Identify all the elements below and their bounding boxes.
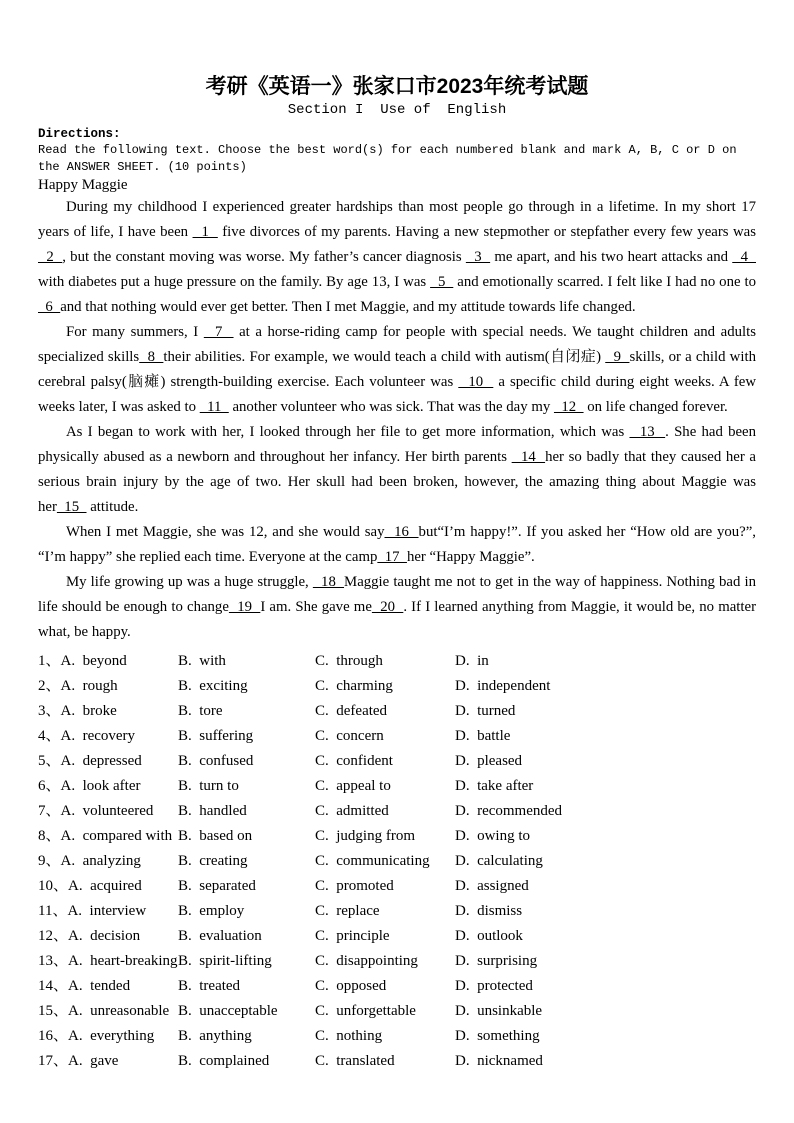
option-7-c: C. admitted — [315, 803, 389, 819]
blank-13: 13 — [629, 424, 666, 440]
blank-12: 12 — [553, 399, 584, 415]
option-row-13 — [38, 949, 756, 974]
option-3-a: 3、A. broke — [38, 703, 117, 719]
blank-14: 14 — [511, 449, 546, 465]
option-row-14 — [38, 974, 756, 999]
option-4-b: B. suffering — [178, 728, 254, 744]
option-9-b: B. creating — [178, 853, 248, 869]
passage-paragraphs — [38, 195, 756, 645]
passage-paragraph: During my childhood I experienced greater hardships than most people go through in a lifetime. In my short 17 years of life, I have been 1 five divorces of my parents. Having a new stepmother or stepfather every few years was 2 , but the constant moving was worse. My father’s cancer diagnosis 3 me apart, and his two heart attacks and 4 with diabetes put a huge pressure on the family. By age 13, I was 5 and emotionally scarred. I felt like I had no one to 6 and that nothing would ever get better. Then I met Maggie, and my attitude towards life changed. — [38, 199, 756, 315]
blank-18: 18 — [312, 574, 345, 590]
blank-19: 19 — [228, 599, 261, 615]
option-row-7 — [38, 799, 756, 824]
option-8-d: D. owing to — [455, 828, 530, 844]
option-row-17 — [38, 1049, 756, 1074]
option-15-d: D. unsinkable — [455, 1003, 543, 1019]
option-row-6 — [38, 774, 756, 799]
option-row-9 — [38, 849, 756, 874]
option-row-15 — [38, 999, 756, 1024]
blank-3: 3 — [465, 249, 491, 265]
blank-1: 1 — [192, 224, 218, 240]
directions-text: Read the following text. Choose the best word(s) for each numbered blank and mark A, B, C or D on the ANSWER SHEET. (10 points) — [38, 143, 737, 174]
option-8-a: 8、A. compared with — [38, 828, 173, 844]
option-11-c: C. replace — [315, 903, 380, 919]
option-8-b: B. based on — [178, 828, 253, 844]
option-4-d: D. battle — [455, 728, 511, 744]
option-6-c: C. appeal to — [315, 778, 391, 794]
option-2-c: C. charming — [315, 678, 393, 694]
option-7-b: B. handled — [178, 803, 247, 819]
option-17-a: 17、A. gave — [38, 1053, 119, 1069]
option-17-b: B. complained — [178, 1053, 270, 1069]
blank-10: 10 — [458, 374, 494, 390]
blank-16: 16 — [384, 524, 419, 540]
option-16-c: C. nothing — [315, 1028, 383, 1044]
option-2-d: D. independent — [455, 678, 551, 694]
option-row-4 — [38, 724, 756, 749]
option-16-a: 16、A. everything — [38, 1028, 155, 1044]
option-13-d: D. surprising — [455, 953, 538, 969]
option-5-d: D. pleased — [455, 753, 523, 769]
blank-4: 4 — [732, 249, 756, 265]
passage-title: Happy Maggie — [38, 177, 128, 193]
option-6-d: D. take after — [455, 778, 534, 794]
option-10-c: C. promoted — [315, 878, 394, 894]
option-16-b: B. anything — [178, 1028, 252, 1044]
option-4-a: 4、A. recovery — [38, 728, 136, 744]
directions-label: Directions: — [38, 127, 121, 141]
option-row-11 — [38, 899, 756, 924]
option-11-d: D. dismiss — [455, 903, 523, 919]
blank-2: 2 — [38, 249, 63, 265]
blank-6: 6 — [38, 299, 61, 315]
option-15-c: C. unforgettable — [315, 1003, 416, 1019]
option-7-a: 7、A. volunteered — [38, 803, 154, 819]
option-10-b: B. separated — [178, 878, 256, 894]
option-2-b: B. exciting — [178, 678, 248, 694]
option-14-a: 14、A. tended — [38, 978, 131, 994]
option-row-5 — [38, 749, 756, 774]
option-12-c: C. principle — [315, 928, 390, 944]
option-15-a: 15、A. unreasonable — [38, 1003, 170, 1019]
option-row-1 — [38, 649, 756, 674]
option-4-c: C. concern — [315, 728, 384, 744]
option-8-c: C. judging from — [315, 828, 415, 844]
option-6-b: B. turn to — [178, 778, 239, 794]
option-14-d: D. protected — [455, 978, 533, 994]
option-1-b: B. with — [178, 653, 226, 669]
option-12-a: 12、A. decision — [38, 928, 141, 944]
option-11-b: B. employ — [178, 903, 245, 919]
option-17-d: D. nicknamed — [455, 1053, 543, 1069]
option-3-b: B. tore — [178, 703, 223, 719]
blank-17: 17 — [377, 549, 407, 565]
option-5-c: C. confident — [315, 753, 393, 769]
blank-15: 15 — [56, 499, 87, 515]
option-row-2 — [38, 674, 756, 699]
option-row-12 — [38, 924, 756, 949]
blank-7: 7 — [203, 324, 234, 340]
blank-11: 11 — [199, 399, 229, 415]
option-14-c: C. opposed — [315, 978, 387, 994]
blank-8: 8 — [139, 349, 164, 365]
option-13-a: 13、A. heart-breaking — [38, 953, 178, 969]
option-17-c: C. translated — [315, 1053, 395, 1069]
option-6-a: 6、A. look after — [38, 778, 141, 794]
option-row-8 — [38, 824, 756, 849]
option-9-d: D. calculating — [455, 853, 543, 869]
option-5-b: B. confused — [178, 753, 254, 769]
option-12-d: D. outlook — [455, 928, 523, 944]
option-10-a: 10、A. acquired — [38, 878, 142, 894]
blank-20: 20 — [371, 599, 404, 615]
option-15-b: B. unacceptable — [178, 1003, 278, 1019]
blank-9: 9 — [605, 349, 630, 365]
blank-5: 5 — [430, 274, 454, 290]
page-title: 考研《英语一》张家口市2023年统考试题 — [205, 75, 589, 98]
option-14-b: B. treated — [178, 978, 241, 994]
option-13-c: C. disappointing — [315, 953, 418, 969]
option-1-d: D. in — [455, 653, 489, 669]
option-1-a: 1、A. beyond — [38, 653, 127, 669]
option-row-3 — [38, 699, 756, 724]
option-13-b: B. spirit-lifting — [178, 953, 272, 969]
option-9-c: C. communicating — [315, 853, 430, 869]
option-row-10 — [38, 874, 756, 899]
option-3-c: C. defeated — [315, 703, 388, 719]
option-2-a: 2、A. rough — [38, 678, 118, 694]
option-9-a: 9、A. analyzing — [38, 853, 141, 869]
option-1-c: C. through — [315, 653, 383, 669]
section-heading: Section I Use of English — [287, 102, 507, 118]
option-row-16 — [38, 1024, 756, 1049]
option-10-d: D. assigned — [455, 878, 529, 894]
option-7-d: D. recommended — [455, 803, 563, 819]
option-12-b: B. evaluation — [178, 928, 262, 944]
options-list — [38, 649, 756, 1074]
passage-paragraph: My life growing up was a huge struggle, 18 Maggie taught me not to get in the way of happiness. Nothing bad in life should be enough to change 19 I am. She gave me 20 . If I learned anything from Maggie, it would be, no matter what, be happy. — [38, 574, 757, 640]
passage-paragraph: For many summers, I 7 at a horse-riding camp for people with special needs. We taught children and adults specialized skills 8 their abilities. For example, we would teach a child with autism(自闭症) 9 skills, or a child with cerebral palsy(脑瘫) strength-building exercise. Each volunteer was 10 a specific child during eight weeks. A few weeks later, I was asked to 11 another volunteer who was sick. That was the day my 12 on life changed forever. — [38, 324, 757, 415]
option-3-d: D. turned — [455, 703, 516, 719]
option-16-d: D. something — [455, 1028, 540, 1044]
passage-paragraph: When I met Maggie, she was 12, and she would say 16 but“I’m happy!”. If you asked her “How old are you?”, “I’m happy” she replied each time. Everyone at the camp 17 her “Happy Maggie”. — [38, 524, 757, 565]
option-11-a: 11、A. interview — [38, 903, 147, 919]
passage-paragraph: As I began to work with her, I looked through her file to get more information, which was 13 . She had been physically abused as a newborn and throughout her infancy. Her birth parents 14 her so badly that they caused her a serious brain injury by the age of two. Her skull had been broken, however, the amazing thing about Maggie was her 15 attitude. — [38, 424, 757, 515]
option-5-a: 5、A. depressed — [38, 753, 142, 769]
